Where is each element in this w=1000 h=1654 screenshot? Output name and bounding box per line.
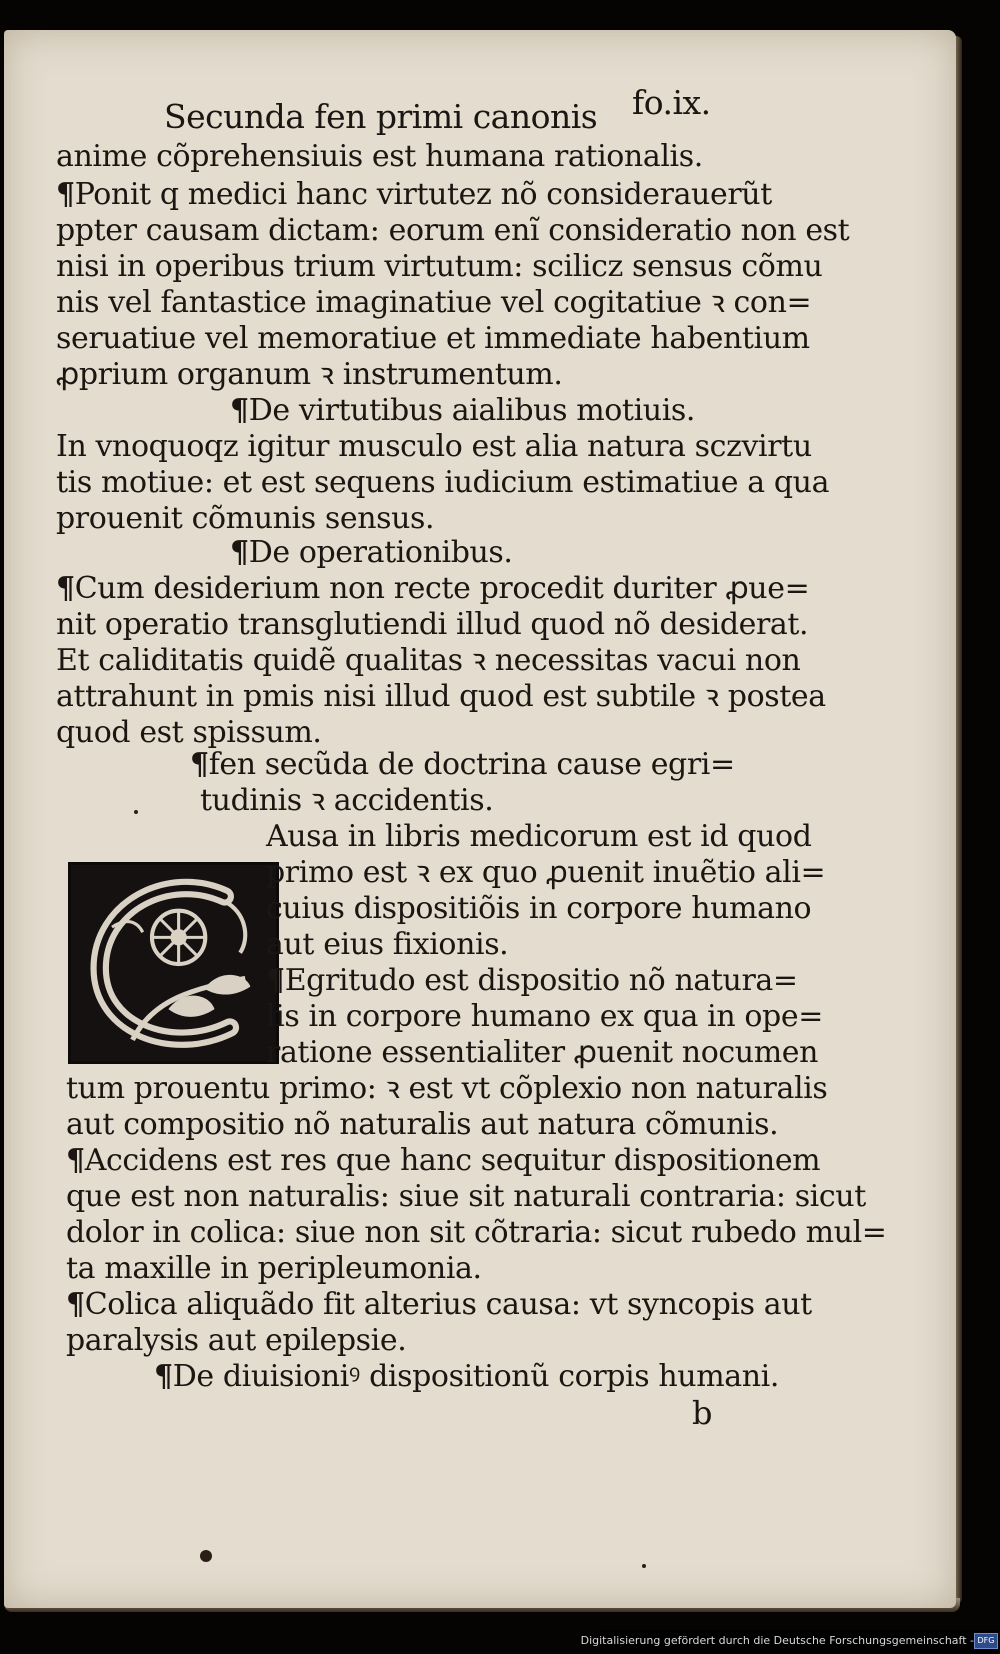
text-line-30: que est non naturalis: siue sit naturali contraria: sicut <box>66 1179 866 1214</box>
signature-mark: b <box>692 1394 713 1432</box>
text-line-6: seruatiue vel memoratiue et immediate habentium <box>56 321 810 356</box>
text-line-23: aut eius fixionis. <box>266 927 509 962</box>
text-line-33 <box>66 1288 812 1322</box>
text-line-5: nis vel fantastice imaginatiue vel cogitatiue ꝛ con= <box>56 285 812 320</box>
text-line-22: cuius dispositiõis in corpore humano <box>266 891 812 926</box>
text-line-11: prouenit cõmunis sensus. <box>56 501 435 536</box>
text-line-13 <box>56 572 809 606</box>
text-line-3: ppter causam dictam: eorum enĩ consideratio non est <box>56 213 850 248</box>
book-page <box>4 30 956 1608</box>
pilcrow-icon: ¶ <box>230 393 249 428</box>
text-line-28: aut compositio nõ naturalis aut natura cõmunis. <box>66 1107 779 1142</box>
pilcrow-icon: ¶ <box>230 535 249 570</box>
text-line-2 <box>56 178 772 212</box>
text-line-16: attrahunt in pmis nisi illud quod est subtile ꝛ postea <box>56 679 826 714</box>
text-line-29 <box>66 1144 820 1178</box>
digitization-credit: Digitalisierung gefördert durch die Deutsche Forschungsgemeinschaft - <box>580 1634 974 1647</box>
section-heading-diuisione <box>154 1360 779 1394</box>
text-line-13-content: Cum desiderium non recte procedit duriter ꝓue= <box>74 571 810 606</box>
text-line-32: ta maxille in peripleumonia. <box>66 1251 482 1286</box>
text-line-9: In vnoquoqz igitur musculo est alia natura sczvirtu <box>56 429 812 464</box>
text-line-21: primo est ꝛ ex quo ꝓuenit inuẽtio ali= <box>266 855 826 890</box>
text-line-10: tis motiue: et est sequens iudicium estimatiue a qua <box>56 465 830 500</box>
text-line-33-content: Colica aliquãdo fit alterius causa: vt syncopis aut <box>84 1287 812 1322</box>
section-heading-motiuis <box>230 394 695 428</box>
chapter-heading-line-1 <box>190 748 735 782</box>
text-line-34: paralysis aut epilepsie. <box>66 1323 407 1358</box>
section-heading-operationibus <box>230 536 513 570</box>
text-line-24-content: Egritudo est dispositio nõ natura= <box>284 963 798 998</box>
text-line-2-content: Ponit q medici hanc virtutez nõ considerauerũt <box>74 177 772 212</box>
pilcrow-icon: ¶ <box>66 1287 85 1322</box>
text-line-1: anime cõprehensiuis est humana rationalis. <box>56 139 703 174</box>
text-line-24 <box>266 964 798 998</box>
text-line-29-content: Accidens est res que hanc sequitur dispositionem <box>84 1143 821 1178</box>
pilcrow-icon: ¶ <box>190 747 209 782</box>
text-line-20: Ausa in libris medicorum est id quod <box>266 819 812 854</box>
section-heading-operationibus-text: De operationibus. <box>248 535 513 570</box>
dfg-logo-icon: DFG <box>974 1633 998 1649</box>
ink-spot <box>134 810 138 814</box>
pilcrow-icon: ¶ <box>56 177 75 212</box>
chapter-heading-line-2: tudinis ꝛ accidentis. <box>200 783 494 818</box>
text-line-4: nisi in operibus trium virtutum: scilicz sensus cõmu <box>56 249 823 284</box>
text-line-15: Et caliditatis quidẽ qualitas ꝛ necessitas vacui non <box>56 643 801 678</box>
text-line-17: quod est spissum. <box>56 715 322 750</box>
ink-spot <box>642 1564 646 1568</box>
chapter-heading-line-1-text: fen secũda de doctrina cause egri= <box>208 747 735 782</box>
pilcrow-icon: ¶ <box>266 963 285 998</box>
text-line-31: dolor in colica: siue non sit cõtraria: sicut rubedo mul= <box>66 1215 887 1250</box>
section-heading-diuisione-text: De diuisioniꝰ dispositionũ corpis humani. <box>172 1359 780 1394</box>
pilcrow-icon: ¶ <box>154 1359 173 1394</box>
text-line-27: tum prouentu primo: ꝛ est vt cõplexio non naturalis <box>66 1071 828 1106</box>
folio-number: fo.ix. <box>632 83 711 122</box>
text-line-14: nit operatio transglutiendi illud quod nõ desiderat. <box>56 607 809 642</box>
pilcrow-icon: ¶ <box>56 571 75 606</box>
decorated-initial-c-icon <box>68 862 279 1064</box>
text-line-26: ratione essentialiter ꝓuenit nocumen <box>266 1035 819 1070</box>
pilcrow-icon: ¶ <box>66 1143 85 1178</box>
text-line-25: lis in corpore humano ex qua in ope= <box>266 999 823 1034</box>
ink-spot <box>200 1550 212 1562</box>
section-heading-motiuis-text: De virtutibus aialibus motiuis. <box>248 393 696 428</box>
text-line-7: ꝓprium organum ꝛ instrumentum. <box>56 357 563 392</box>
running-title: Secunda fen primi canonis <box>164 97 598 136</box>
